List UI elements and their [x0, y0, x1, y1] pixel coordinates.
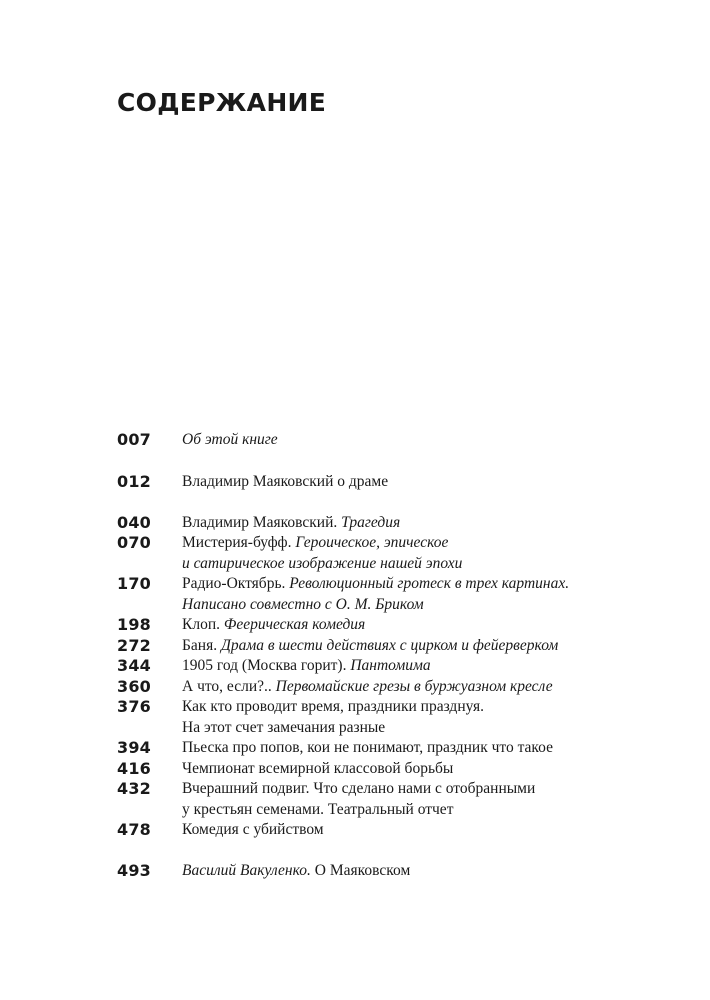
toc-entry-line: [182, 820, 662, 841]
toc-entry-title: [182, 759, 662, 780]
toc-page-number: 394: [117, 738, 151, 757]
toc-entry-name: 1905 год (Москва горит).: [182, 657, 351, 674]
toc-entry-title: [182, 472, 662, 493]
toc-page-number: 416: [117, 759, 151, 778]
toc-entry-name: у крестьян семенами. Театральный отчет: [182, 800, 454, 818]
toc-entry-line: [182, 513, 662, 534]
toc-entry-line: [182, 615, 662, 636]
toc-entry-title: [182, 656, 662, 677]
toc-entry-line: [182, 472, 662, 493]
toc-entry-subtitle: Написано совместно с О. М. Бриком: [182, 595, 424, 613]
toc-entry-name: Комедия с убийством: [182, 821, 324, 838]
toc-entry-line: [182, 861, 662, 882]
toc-entry-title: [182, 697, 662, 738]
toc-entry-line: [182, 636, 662, 657]
toc-entry-title: [182, 636, 662, 657]
toc-page-number: 478: [117, 820, 151, 839]
toc-entry-subtitle: Драма в шести действиях с цирком и фейерверком: [220, 637, 559, 654]
toc-entry-subtitle: Трагедия: [341, 514, 401, 531]
toc-entry-name: Мистерия-буфф.: [182, 534, 296, 551]
toc-entry-line: [182, 574, 662, 595]
toc-entry-title: [182, 779, 662, 820]
toc-entry-subtitle: Об этой книге: [182, 431, 278, 448]
toc-entry-subtitle: и сатирическое изображение нашей эпохи: [182, 554, 463, 572]
toc-entry-title: [182, 677, 662, 698]
toc-page-number: 360: [117, 677, 151, 696]
toc-entry-name: Владимир Маяковский о драме: [182, 473, 389, 490]
toc-entry-line: [182, 533, 662, 554]
toc-page-number: 198: [117, 615, 151, 634]
toc-entry-name: Вчерашний подвиг. Что сделано нами с отобранными: [182, 780, 536, 797]
toc-entry-line: [182, 800, 662, 821]
toc-entry-name: Чемпионат всемирной классовой борьбы: [182, 760, 454, 777]
toc-entry-name: Как кто проводит время, праздники празднуя.: [182, 698, 484, 715]
toc-entry-line: [182, 430, 662, 451]
toc-page-number: 344: [117, 656, 151, 675]
toc-entry-name: Клоп.: [182, 616, 224, 633]
toc-entry-name: На этот счет замечания разные: [182, 718, 386, 736]
toc-entry-subtitle: Героическое, эпическое: [295, 534, 449, 551]
toc-entry-line: [182, 759, 662, 780]
toc-entry-line: [182, 738, 662, 759]
toc-page-number: 012: [117, 472, 151, 491]
page-title: СОДЕРЖАНИЕ: [117, 88, 327, 117]
toc-page-number: 040: [117, 513, 151, 532]
toc-entry-line: [182, 656, 662, 677]
toc-page-number: 070: [117, 533, 151, 552]
toc-entry-name: О Маяковском: [314, 862, 411, 879]
toc-entry-title: [182, 430, 662, 451]
toc-entry-title: [182, 533, 662, 574]
toc-entry-subtitle: Революционный гротеск в трех картинах.: [289, 575, 570, 592]
toc-entry-line: [182, 779, 662, 800]
toc-entry-title: [182, 861, 662, 882]
toc-entry-title: [182, 615, 662, 636]
toc-entry-subtitle: Пантомима: [350, 657, 431, 674]
toc-page-number: 432: [117, 779, 151, 798]
toc-entry-line: [182, 677, 662, 698]
toc-page-number: 376: [117, 697, 151, 716]
toc-entry-line: [182, 718, 662, 739]
toc-entry-name: Пьеска про попов, кои не понимают, праздник что такое: [182, 739, 553, 756]
toc-entry-title: [182, 738, 662, 759]
toc-entry-name: Радио-Октябрь.: [182, 575, 290, 592]
toc-entry-title: [182, 513, 662, 534]
toc-entry-line: [182, 554, 662, 575]
toc-entry-line: [182, 697, 662, 718]
toc-entry-subtitle: Василий Вакуленко.: [182, 862, 315, 879]
toc-entry-subtitle: Феерическая комедия: [223, 616, 366, 633]
toc-entry-line: [182, 595, 662, 616]
toc-entry-title: [182, 820, 662, 841]
toc-entry-name: А что, если?..: [182, 678, 276, 695]
toc-page-number: 493: [117, 861, 151, 880]
toc-entry-name: Баня.: [182, 637, 221, 654]
toc-entry-name: Владимир Маяковский.: [182, 514, 342, 531]
toc-entry-title: [182, 574, 662, 615]
toc-page-number: 170: [117, 574, 151, 593]
toc-entry-subtitle: Первомайские грезы в буржуазном кресле: [275, 678, 553, 695]
toc-page-number: 007: [117, 430, 151, 449]
toc-page-number: 272: [117, 636, 151, 655]
